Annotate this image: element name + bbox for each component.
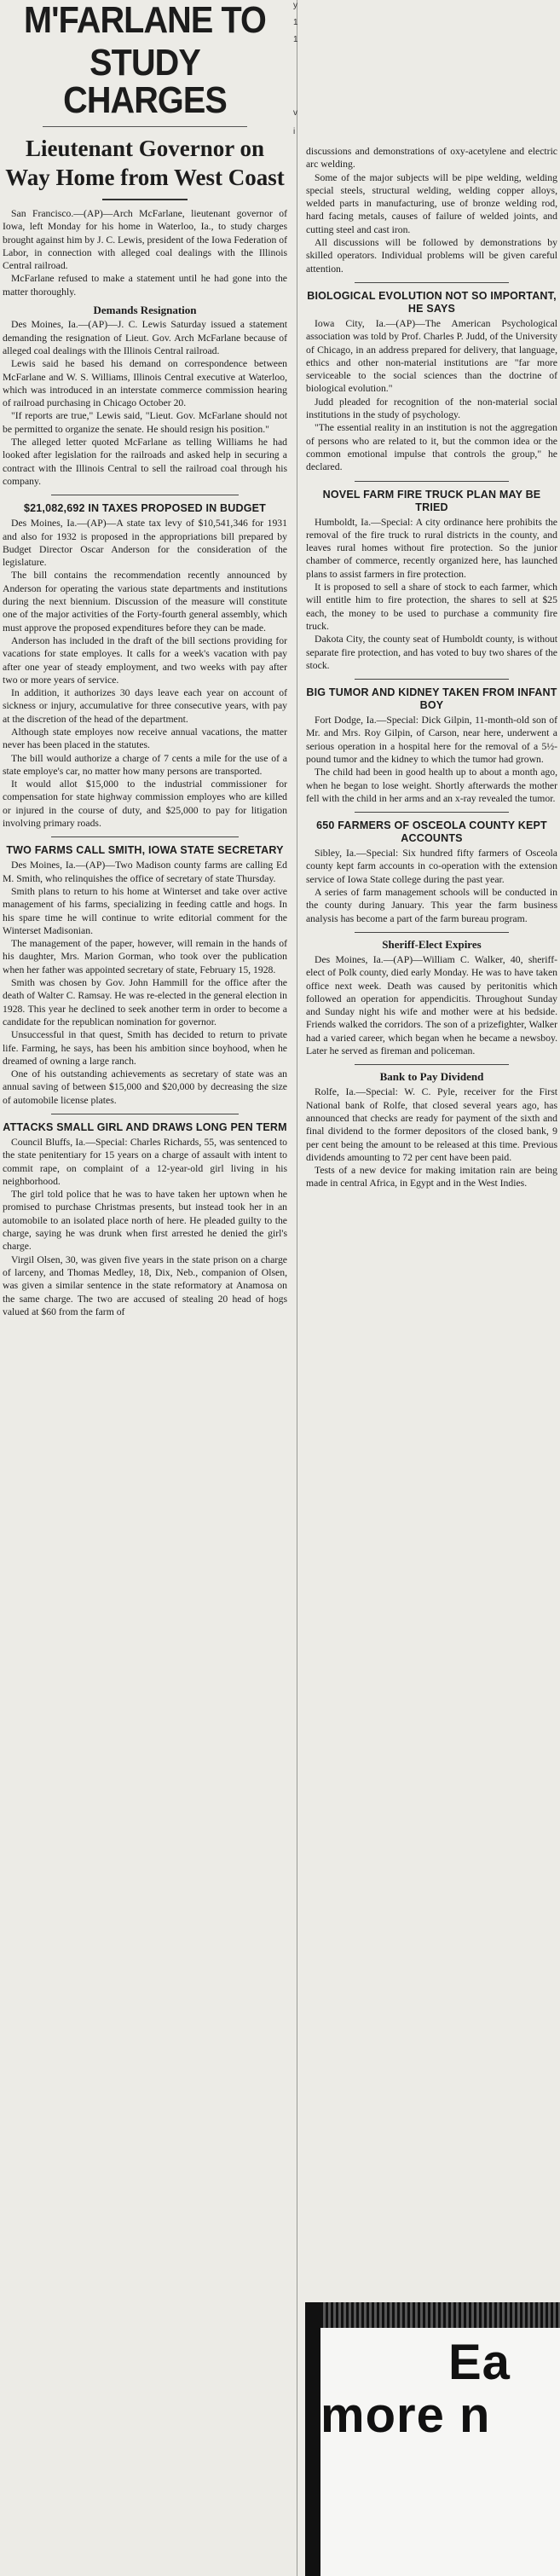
paragraph: Sibley, Ia.—Special: Six hundred fifty farmers of Osceola county kept farm accounts in co-operation with the extension service of Iowa State college during the past year.	[306, 848, 557, 885]
article-tumor	[306, 714, 557, 805]
paragraph: Council Bluffs, Ia.—Special: Charles Richards, 55, was sentenced to the state penitentiary for 15 years on a charge of assault with intent to commit rape, on complaint of a 12-year-old girl living in his neighborhood.	[3, 1137, 287, 1187]
gutter-char: y	[293, 1, 297, 10]
divider	[355, 679, 509, 680]
paragraph: Smith was chosen by Gov. John Hammill for the office after the death of Walter C. Ramsay. He was re-elected in the general election in 1928. This year he declined to seek another term in order to become a candidate for the republican nomination for governor.	[3, 977, 287, 1028]
paragraph: All discussions will be followed by demonstrations by skilled operators. Individual problems will be given careful attention.	[306, 237, 557, 275]
paragraph: Smith plans to return to his home at Winterset and take over active management of his farms, specializing in feeding cattle and hogs. In his spare time he will continue to write editorial comment for the Winterset Madisonian.	[3, 885, 287, 936]
paragraph: Some of the major subjects will be pipe welding, welding special steels, structural welding, welding copper alloys, welded parts in manufacturing, use of bronze welding rod, hard facing metals, causes of failure of welded joints, and cutting steel and cast iron.	[306, 171, 557, 235]
divider	[355, 812, 509, 813]
paragraph: The alleged letter quoted McFarlane as telling Williams he had looked after legislation for the railroads and asked help in securing a contract with the Illinois Central to sell the railroad coal through his company.	[3, 437, 287, 487]
paragraph: San Francisco.—(AP)—Arch McFarlane, lieutenant governor of Iowa, left Monday for his home in Waterloo, Ia., to study charges brought against him by J. C. Lewis, president of the Iowa Federation of Labor, in connection with alleged coal dealings with the Illinois Central railroad.	[3, 208, 288, 272]
article-mcfarlane	[3, 207, 287, 488]
paragraph: Virgil Olsen, 30, was given five years in the state prison on a charge of larceny, and Thomas Medley, 18, Dix, Neb., companion of Olsen, was given a similar sentence in the state reformatory at Anamosa on the same charge. The two are accused of stealing 20 head of hogs valued at $60 from the farm of	[3, 1253, 287, 1317]
ad-line: more n	[320, 2388, 491, 2443]
paragraph: "The essential reality in an institution is not the aggregation of persons who are related to it, but the common idea or the common emotional impulse that controls the group," he declared.	[306, 422, 557, 473]
ad-pattern	[320, 2302, 560, 2328]
article-attack	[3, 1136, 287, 1318]
divider	[355, 932, 509, 933]
paragraph: Judd pleaded for recognition of the non-material social institutions in the study of psychology.	[306, 396, 557, 421]
paragraph: Iowa City, Ia.—(AP)—The American Psychological association was told by Prof. Charles P. Judd, of the University of Chicago, in an address prepared for delivery, that language, ethics and other non-material institutions are "far more serviceable to the social sciences than the doctrine of biological evolution."	[306, 317, 557, 395]
paragraph: The girl told police that he was to have taken her uptown when he promised to purchase Christmas presents, but instead took her in an automobile to an isolated place north of here. He pleaded guilty to the charge, saying he was drunk when first arrested he denied the girl's charge.	[3, 1189, 287, 1253]
subhead-sheriff: Sheriff-Elect Expires	[382, 937, 482, 951]
subhead-demands: Demands Resignation	[93, 304, 197, 317]
divider	[355, 282, 509, 283]
ad-line: Ea	[448, 2335, 511, 2390]
paragraph: McFarlane refused to make a statement until he had gone into the matter thoroughly.	[3, 273, 287, 298]
paragraph: Des Moines, Ia.—(AP)—J. C. Lewis Saturday issued a statement demanding the resignation of Lieut. Gov. Arch McFarlane because of alleged coal dealings with the Illinois Central railroad.	[3, 319, 287, 356]
gutter-char: v	[293, 108, 297, 118]
paragraph: Tests of a new device for making imitation rain are being made in central Africa, in Egypt and in the West Indies.	[306, 1165, 557, 1190]
article-welding-frag	[306, 145, 557, 275]
headline-evolution: BIOLOGICAL EVOLUTION NOT SO IMPORTANT, HE SAYS	[307, 289, 557, 315]
article-evolution	[306, 317, 557, 474]
paragraph: Fort Dodge, Ia.—Special: Dick Gilpin, 11-month-old son of Mr. and Mrs. Roy Gilpin, of Carson, near here, underwent a serious operation in a hospital here for the removal of a 5½-pound tumor and the kidney to which the tumor had grown.	[306, 715, 557, 765]
divider	[51, 836, 239, 837]
advertisement	[305, 2302, 560, 2576]
paragraph: Although state employes now receive annual vacations, the matter never has been placed in the statutes.	[3, 726, 287, 751]
divider	[43, 126, 247, 127]
paragraph: discussions and demonstrations of oxy-acetylene and electric arc welding.	[306, 146, 557, 171]
headline-firetruck: NOVEL FARM FIRE TRUCK PLAN MAY BE TRIED	[322, 488, 541, 513]
headline-osceola: 650 FARMERS OF OSCEOLA COUNTY KEPT ACCOUNTS	[316, 819, 547, 845]
ad-headline	[320, 2336, 511, 2442]
headline-attack: ATTACKS SMALL GIRL AND DRAWS LONG PEN TERM	[3, 1121, 287, 1133]
paragraph: Des Moines, Ia.—(AP)—William C. Walker, 40, sheriff-elect of Polk county, died early Monday. He was to have taken office next week. Death was caused by peritonitis which followed an operation for appendicitis. Throughout Sunday and Sunday night his wife and mother were at his bedside. Friends walked the corridors. The son of a prizefighter, Walker had a varied career, which began when he became a newsboy. Later he served as fireman and policeman.	[306, 953, 557, 1057]
gutter-char: 1	[293, 35, 298, 44]
paragraph: Humboldt, Ia.—Special: A city ordinance here prohibits the removal of the fire truck to rural districts in the county, and leaves rural homes without fire protection. So the junior chamber of commerce, recently organized here, has launched plans to assist farmers in fire protection.	[306, 516, 557, 580]
paragraph: Unsuccessful in that quest, Smith has decided to return to private life. Farming, he says, has been his ambition since boyhood, when he dreamed of owning a large ranch.	[3, 1029, 287, 1067]
gutter-char: i	[293, 127, 296, 136]
paragraph: It is proposed to sell a share of stock to each farmer, which will entitle him to fire protection, the shares to sell at $25 each, the money to be used to purchase a community fire truck.	[306, 582, 557, 632]
article-sheriff	[306, 953, 557, 1057]
article-osceola	[306, 847, 557, 925]
paragraph: The bill would authorize a charge of 7 cents a mile for the use of a state employe's car, no matter how many persons are transported.	[3, 752, 287, 777]
divider	[355, 481, 509, 482]
paragraph: Rolfe, Ia.—Special: W. C. Pyle, receiver for the First National bank of Rolfe, that closed several years ago, has announced that checks are ready for payment of the sixth and final dividend to the former depositors of the closed bank, 9 per cent being the amount to be released at this time. Previous dividends amounting to 72 per cent have been paid.	[306, 1086, 557, 1163]
headline-tax: $21,082,692 IN TAXES PROPOSED IN BUDGET	[23, 502, 267, 515]
paragraph: Des Moines, Ia.—(AP)—Two Madison county farms are calling Ed M. Smith, who relinquishes the office of secretary of state Thursday.	[3, 860, 287, 884]
paragraph: In addition, it authorizes 30 days leave each year on account of sickness or injury, accumulative for three consecutive years, with pay at the discretion of the head of the department.	[3, 687, 287, 725]
paragraph: Des Moines, Ia.—(AP)—A state tax levy of $10,541,346 for 1931 and also for 1932 is proposed in the appropriations bill prepared by Budget Director Oscar Anderson for the consideration of the legislature.	[3, 518, 287, 569]
headline-line-1: M'FARLANE TO	[24, 0, 266, 41]
article-firetruck	[306, 516, 557, 673]
gutter-char: 1	[293, 18, 298, 27]
paragraph: "If reports are true," Lewis said, "Lieut. Gov. McFarlane should not be permitted to organize the senate. He should resign his position."	[3, 410, 287, 435]
paragraph: Dakota City, the county seat of Humboldt county, is without separate fire protection, and has voted to buy two shares of the stock.	[306, 634, 557, 671]
paragraph: Anderson has included in the draft of the bill sections providing for vacations for state employes. It calls for a week's vacation with pay after one year of steady employment, and two weeks with pay after two or more years of service.	[3, 634, 287, 686]
headline-tumor: BIG TUMOR AND KIDNEY TAKEN FROM INFANT BOY	[306, 686, 557, 712]
paragraph: It would allot $15,000 to the industrial commissioner for compensation for state highway commission employes who are killed or injured in the course of duty, and $25,000 to pay for litigation involving primary roads.	[3, 779, 287, 830]
paragraph: The bill contains the recommendation recently announced by Anderson for operating the various state departments and institutions during the next biennium. Discussion of the measure will constitute one of the major activities of the Forty-fourth general assembly, which must approve the proposed expenditures before they can be made.	[3, 570, 287, 634]
headline-line-2: STUDY CHARGES	[63, 42, 227, 121]
article-bank	[306, 1085, 557, 1190]
headline-farms: TWO FARMS CALL SMITH, IOWA STATE SECRETARY	[6, 844, 284, 857]
right-column	[303, 0, 560, 2576]
divider	[355, 1064, 509, 1065]
paragraph: Lewis said he based his demand on correspondence between McFarlane and W. S. Williams, Illinois Central executive at Waterloo, which was introduced in an interstate commerce commission hearing of railroad purchasing in Chicago October 20.	[3, 358, 287, 409]
divider	[102, 199, 188, 200]
paragraph: The child had been in good health up to about a month ago, when he began to lose weight. Shortly afterwards the mother fell with the child in her arms and an x-ray revealed the tumor.	[306, 767, 557, 804]
article-farms	[3, 859, 287, 1107]
paragraph: The management of the paper, however, will remain in the hands of his daughter, Mrs. Marion Gorman, who took over the publication when her father was appointed secretary of state, February 15, 1928.	[3, 938, 287, 975]
paragraph: A series of farm management schools will be conducted in the county during January. This year the farm business analysis has become a part of the farm bureau program.	[306, 887, 557, 924]
subhead-bank: Bank to Pay Dividend	[379, 1070, 484, 1084]
article-tax	[3, 517, 287, 830]
paragraph: One of his outstanding achievements as secretary of state was an annual saving of between $15,000 and $20,000 by decreasing the size of automobile license plates.	[3, 1068, 287, 1106]
column-gutter	[292, 0, 301, 2576]
deck-headline: Lieutenant Governor on Way Home from West Coast	[5, 136, 285, 190]
